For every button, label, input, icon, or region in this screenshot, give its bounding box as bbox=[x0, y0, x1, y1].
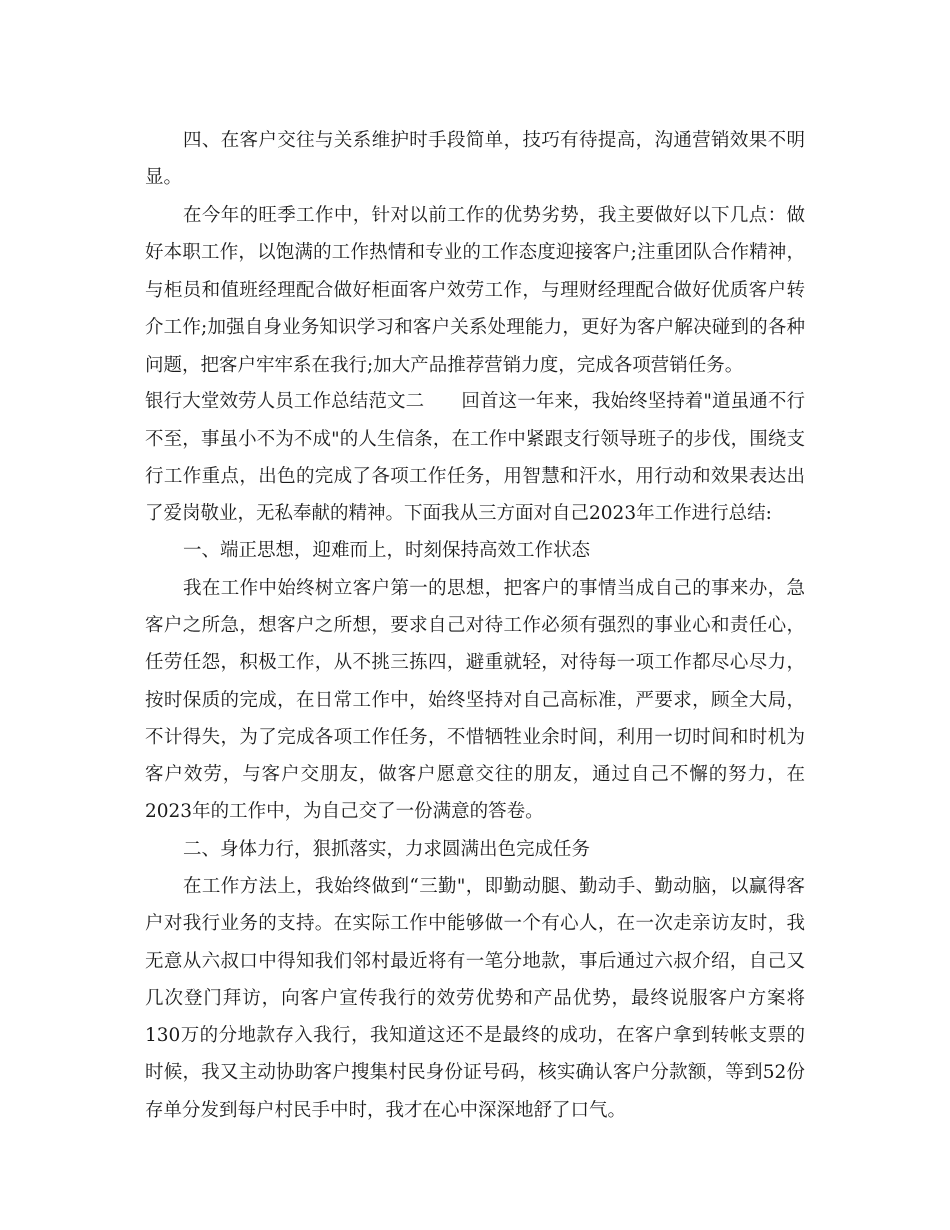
paragraph-line: 户对我行业务的支持。在实际工作中能够做一个有心人，在一次走亲访友时，我 bbox=[145, 913, 805, 934]
paragraph-line: 130万的分地款存入我行，我知道这还不是最终的成功，在客户拿到转帐支票的 bbox=[145, 1025, 805, 1046]
section-heading-line: 银行大堂效劳人员工作总结范文二 回首这一年来，我始终坚持着"道虽通不行 bbox=[145, 391, 805, 412]
paragraph-line: 时候，我又主动协助客户搜集村民身份证号码，核实确认客户分款额，等到52份 bbox=[145, 1062, 805, 1083]
paragraph-line: 客户之所急，想客户之所想，要求自己对待工作必须有强烈的事业心和责任心， bbox=[145, 615, 805, 636]
paragraph-line: 任劳任怨，积极工作，从不挑三拣四，避重就轻，对待每一项工作都尽心尽力， bbox=[145, 652, 805, 673]
subheading-line: 一、端正思想，迎难而上，时刻保持高效工作状态 bbox=[183, 540, 591, 561]
paragraph-line: 按时保质的完成，在日常工作中，始终坚持对自己高标准，严要求，顾全大局， bbox=[145, 690, 805, 711]
paragraph-line: 四、在客户交往与关系维护时手段简单，技巧有待提高，沟通营销效果不明 bbox=[183, 130, 805, 151]
paragraph-line: 介工作;加强自身业务知识学习和客户关系处理能力，更好为客户解决碰到的各种 bbox=[145, 317, 805, 338]
paragraph-line: 好本职工作，以饱满的工作热情和专业的工作态度迎接客户;注重团队合作精神， bbox=[145, 242, 805, 263]
paragraph-line: 行工作重点，出色的完成了各项工作任务，用智慧和汗水，用行动和效果表达出 bbox=[145, 466, 805, 487]
paragraph-line: 我在工作中始终树立客户第一的思想，把客户的事情当成自己的事来办，急 bbox=[183, 578, 805, 599]
paragraph-line: 在今年的旺季工作中，针对以前工作的优势劣势，我主要做好以下几点：做 bbox=[183, 205, 805, 226]
paragraph-line: 客户效劳，与客户交朋友，做客户愿意交往的朋友，通过自己不懈的努力，在 bbox=[145, 764, 805, 785]
paragraph-line: 与柜员和值班经理配合做好柜面客户效劳工作，与理财经理配合做好优质客户转 bbox=[145, 280, 805, 301]
paragraph-line: 几次登门拜访，向客户宣传我行的效劳优势和产品优势，最终说服客户方案将 bbox=[145, 988, 805, 1009]
paragraph-line: 无意从六叔口中得知我们邻村最近将有一笔分地款，事后通过六叔介绍，自己又 bbox=[145, 951, 805, 972]
paragraph-line: 不计得失，为了完成各项工作任务，不惜牺牲业余时间，利用一切时间和时机为 bbox=[145, 727, 805, 748]
paragraph-line: 2023年的工作中，为自己交了一份满意的答卷。 bbox=[145, 801, 544, 822]
paragraph-line: 问题，把客户牢牢系在我行;加大产品推荐营销力度，完成各项营销任务。 bbox=[145, 355, 744, 376]
paragraph-line: 显。 bbox=[145, 167, 183, 188]
paragraph-line: 不至，事虽小不为不成"的人生信条，在工作中紧跟支行领导班子的步伐，围绕支 bbox=[145, 429, 805, 450]
subheading-line: 二、身体力行，狠抓落实，力求圆满出色完成任务 bbox=[183, 839, 591, 860]
paragraph-line: 了爱岗敬业，无私奉献的精神。下面我从三方面对自己2023年工作进行总结: bbox=[145, 503, 772, 524]
paragraph-line: 在工作方法上，我始终做到“三勤"，即勤动腿、勤动手、勤动脑，以赢得客 bbox=[183, 876, 805, 897]
paragraph-line: 存单分发到每户村民手中时，我才在心中深深地舒了口气。 bbox=[145, 1100, 627, 1121]
